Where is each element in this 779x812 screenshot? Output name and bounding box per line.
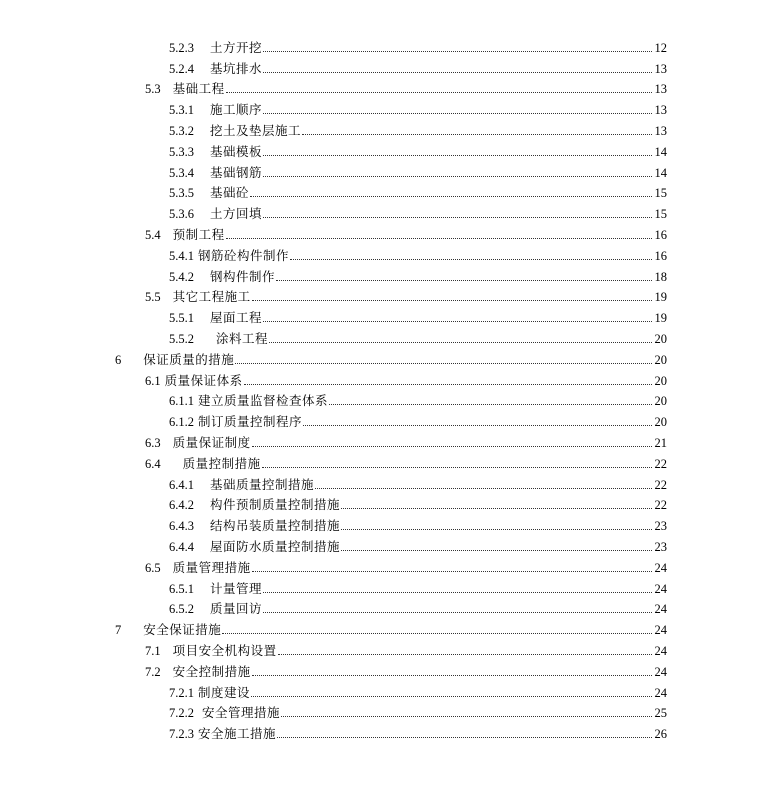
toc-row[interactable]: [0, 429, 779, 450]
toc-title: 保证质量的措施: [143, 352, 235, 367]
toc-title: 质量保证体系: [164, 373, 243, 388]
toc-page-number: 22: [654, 498, 667, 513]
toc-entry: [169, 540, 779, 554]
toc-page-number: 24: [654, 602, 667, 617]
toc-entry: [169, 519, 779, 533]
toc-number: 7.2: [145, 664, 161, 679]
toc-title: 基础工程: [172, 82, 225, 97]
toc-entry: [145, 665, 779, 679]
toc-entry: [169, 394, 779, 408]
toc-page-number: 18: [654, 269, 667, 284]
toc-row[interactable]: [0, 720, 779, 741]
toc-page-number: 19: [654, 311, 667, 326]
dot-leader: [252, 446, 652, 447]
toc-entry: [169, 332, 779, 346]
dot-leader: [341, 508, 652, 509]
toc-number: 6.4.4: [169, 539, 194, 554]
toc-page-number: 24: [654, 623, 667, 638]
dot-leader: [276, 280, 652, 281]
dot-leader: [315, 488, 652, 489]
toc-entry: [169, 602, 779, 616]
toc-title: 安全施工措施: [198, 727, 277, 742]
toc-row[interactable]: [0, 242, 779, 263]
dot-leader: [263, 113, 652, 114]
dot-leader: [252, 571, 652, 572]
toc-number: 5.3.5: [169, 186, 194, 201]
dot-leader: [244, 384, 652, 385]
toc-title: 安全控制措施: [172, 664, 251, 679]
toc-entry: [145, 290, 779, 304]
toc-entry: [169, 249, 779, 263]
toc-entry: [115, 623, 779, 637]
toc-row[interactable]: [0, 138, 779, 159]
toc-number: 7.2.1: [169, 685, 194, 700]
toc-page-number: 14: [654, 165, 667, 180]
toc-row[interactable]: [0, 596, 779, 617]
toc-page-number: 13: [654, 123, 667, 138]
toc-number: 5.3.3: [169, 144, 194, 159]
toc-entry: [169, 311, 779, 325]
toc-number: 7.2.2: [169, 706, 194, 721]
toc-title: 施工顺序: [210, 103, 263, 118]
toc-title: 挖土及垫层施工: [210, 123, 302, 138]
toc-row[interactable]: [0, 284, 779, 305]
toc-page-number: 16: [654, 227, 667, 242]
toc-row[interactable]: [0, 96, 779, 117]
toc-row[interactable]: [0, 700, 779, 721]
toc-row[interactable]: [0, 533, 779, 554]
toc-entry: [169, 186, 779, 200]
toc-row[interactable]: [0, 180, 779, 201]
toc-page-number: 13: [654, 61, 667, 76]
toc-entry: [145, 82, 779, 96]
toc-title: 土方开挖: [210, 40, 263, 55]
toc-title: 建立质量监督检查体系: [198, 394, 329, 409]
toc-number: 6.4.3: [169, 519, 194, 534]
toc-entry: [169, 41, 779, 55]
toc-title: 预制工程: [172, 227, 225, 242]
toc-entry: [169, 124, 779, 138]
toc-page-number: 22: [654, 477, 667, 492]
toc-row[interactable]: [0, 512, 779, 533]
toc-entry: [169, 582, 779, 596]
toc-page-number: 15: [654, 207, 667, 222]
toc-page-number: 13: [654, 82, 667, 97]
toc-number: 5.2.4: [169, 61, 194, 76]
dot-leader: [262, 467, 652, 468]
toc-row[interactable]: [0, 408, 779, 429]
toc-row[interactable]: [0, 450, 779, 471]
dot-leader: [263, 72, 652, 73]
toc-title: 项目安全机构设置: [172, 643, 277, 658]
toc-title: 计量管理: [210, 581, 263, 596]
toc-page-number: 23: [654, 539, 667, 554]
toc-number: 6.4.1: [169, 477, 194, 492]
toc-page-number: 20: [654, 352, 667, 367]
toc-number: 6.1: [145, 373, 161, 388]
toc-row[interactable]: [0, 492, 779, 513]
toc-number: 5.3.1: [169, 103, 194, 118]
toc-title: 质量管理措施: [172, 560, 251, 575]
dot-leader: [263, 155, 652, 156]
toc-number: 7.1: [145, 643, 161, 658]
toc-number: 6.4: [145, 456, 161, 471]
toc-row[interactable]: [0, 346, 779, 367]
toc-title: 质量回访: [210, 602, 263, 617]
toc-entry: [169, 270, 779, 284]
toc-entry: [145, 436, 779, 450]
toc-number: 7: [115, 623, 122, 638]
toc-page-number: 12: [654, 40, 667, 55]
toc-row[interactable]: [0, 554, 779, 575]
table-of-contents: [0, 34, 779, 741]
dot-leader: [263, 176, 652, 177]
toc-number: 5.5: [145, 290, 161, 305]
dot-leader: [226, 92, 652, 93]
toc-title: 安全管理措施: [202, 706, 281, 721]
toc-number: 5.3.2: [169, 123, 194, 138]
toc-title: 结构吊装质量控制措施: [210, 519, 341, 534]
toc-number: 6.5.1: [169, 581, 194, 596]
toc-page-number: 20: [654, 394, 667, 409]
toc-entry: [169, 415, 779, 429]
toc-page-number: 24: [654, 560, 667, 575]
toc-number: 7.2.3: [169, 727, 194, 742]
dot-leader: [263, 592, 652, 593]
dot-leader: [341, 550, 652, 551]
toc-entry: [169, 62, 779, 76]
toc-title: 涂料工程: [216, 331, 269, 346]
toc-number: 5.3.6: [169, 207, 194, 222]
toc-title: 基础钢筋: [210, 165, 263, 180]
toc-row[interactable]: [0, 388, 779, 409]
toc-number: 5.4.2: [169, 269, 194, 284]
toc-page-number: 25: [654, 706, 667, 721]
toc-title: 屋面防水质量控制措施: [210, 539, 341, 554]
dot-leader: [277, 737, 652, 738]
dot-leader: [235, 363, 652, 364]
toc-page-number: 19: [654, 290, 667, 305]
toc-number: 6.4.2: [169, 498, 194, 513]
toc-title: 屋面工程: [210, 311, 263, 326]
dot-leader: [302, 134, 652, 135]
toc-number: 5.5.2: [169, 331, 194, 346]
toc-page-number: 24: [654, 685, 667, 700]
toc-entry: [169, 103, 779, 117]
toc-entry: [169, 686, 779, 700]
toc-title: 其它工程施工: [172, 290, 251, 305]
toc-page-number: 20: [654, 331, 667, 346]
toc-page-number: 16: [654, 248, 667, 263]
dot-leader: [222, 633, 652, 634]
toc-page-number: 13: [654, 103, 667, 118]
toc-page-number: 21: [654, 435, 667, 450]
toc-page-number: 23: [654, 519, 667, 534]
dot-leader: [263, 51, 652, 52]
toc-entry: [145, 644, 779, 658]
toc-title: 钢筋砼构件制作: [198, 248, 290, 263]
toc-row[interactable]: [0, 76, 779, 97]
toc-row[interactable]: [0, 304, 779, 325]
dot-leader: [252, 675, 652, 676]
toc-page-number: 15: [654, 186, 667, 201]
dot-leader: [252, 300, 652, 301]
toc-number: 6.5.2: [169, 602, 194, 617]
dot-leader: [263, 612, 652, 613]
toc-row[interactable]: [0, 367, 779, 388]
dot-leader: [303, 425, 652, 426]
toc-page-number: 20: [654, 373, 667, 388]
toc-entry: [169, 706, 779, 720]
toc-row[interactable]: [0, 679, 779, 700]
toc-entry: [115, 353, 779, 367]
toc-row[interactable]: [0, 159, 779, 180]
dot-leader: [251, 696, 652, 697]
toc-page-number: 14: [654, 144, 667, 159]
dot-leader: [269, 342, 652, 343]
toc-entry: [145, 561, 779, 575]
toc-entry: [145, 457, 779, 471]
toc-entry: [169, 498, 779, 512]
toc-title: 基础模板: [210, 144, 263, 159]
toc-title: 质量控制措施: [182, 456, 261, 471]
toc-title: 钢构件制作: [210, 269, 276, 284]
dot-leader: [263, 217, 652, 218]
toc-number: 5.4.1: [169, 248, 194, 263]
toc-title: 构件预制质量控制措施: [210, 498, 341, 513]
toc-entry: [145, 374, 779, 388]
toc-title: 质量保证制度: [172, 435, 251, 450]
toc-number: 5.3.4: [169, 165, 194, 180]
toc-page-number: 26: [654, 727, 667, 742]
toc-page-number: 24: [654, 664, 667, 679]
dot-leader: [263, 321, 652, 322]
dot-leader: [329, 404, 652, 405]
dot-leader: [250, 196, 652, 197]
toc-number: 5.4: [145, 227, 161, 242]
toc-entry: [169, 145, 779, 159]
toc-row[interactable]: [0, 575, 779, 596]
toc-number: 5.3: [145, 82, 161, 97]
toc-row[interactable]: [0, 263, 779, 284]
toc-entry: [169, 207, 779, 221]
toc-number: 5.2.3: [169, 40, 194, 55]
toc-title: 基坑排水: [210, 61, 263, 76]
toc-row[interactable]: [0, 637, 779, 658]
dot-leader: [226, 238, 652, 239]
toc-entry: [145, 228, 779, 242]
dot-leader: [281, 716, 652, 717]
toc-title: 制度建设: [198, 685, 251, 700]
toc-row[interactable]: [0, 200, 779, 221]
toc-page-number: 24: [654, 643, 667, 658]
toc-row[interactable]: [0, 658, 779, 679]
toc-row[interactable]: [0, 55, 779, 76]
toc-number: 6.5: [145, 560, 161, 575]
toc-number: 5.5.1: [169, 311, 194, 326]
toc-row[interactable]: [0, 221, 779, 242]
toc-number: 6.1.1: [169, 394, 194, 409]
toc-page-number: 24: [654, 581, 667, 596]
toc-number: 6.3: [145, 435, 161, 450]
toc-number: 6: [115, 352, 122, 367]
toc-row[interactable]: [0, 117, 779, 138]
toc-title: 安全保证措施: [143, 623, 222, 638]
dot-leader: [290, 259, 652, 260]
toc-title: 基础质量控制措施: [210, 477, 315, 492]
toc-title: 基础砼: [210, 186, 250, 201]
toc-title: 制订质量控制程序: [198, 415, 303, 430]
toc-number: 6.1.2: [169, 415, 194, 430]
toc-row[interactable]: [0, 34, 779, 55]
toc-title: 土方回填: [210, 207, 263, 222]
dot-leader: [341, 529, 652, 530]
toc-entry: [169, 478, 779, 492]
dot-leader: [278, 654, 652, 655]
toc-row[interactable]: [0, 325, 779, 346]
toc-row[interactable]: [0, 471, 779, 492]
toc-entry: [169, 166, 779, 180]
toc-page-number: 22: [654, 456, 667, 471]
toc-entry: [169, 727, 779, 741]
toc-row[interactable]: [0, 616, 779, 637]
toc-page-number: 20: [654, 415, 667, 430]
